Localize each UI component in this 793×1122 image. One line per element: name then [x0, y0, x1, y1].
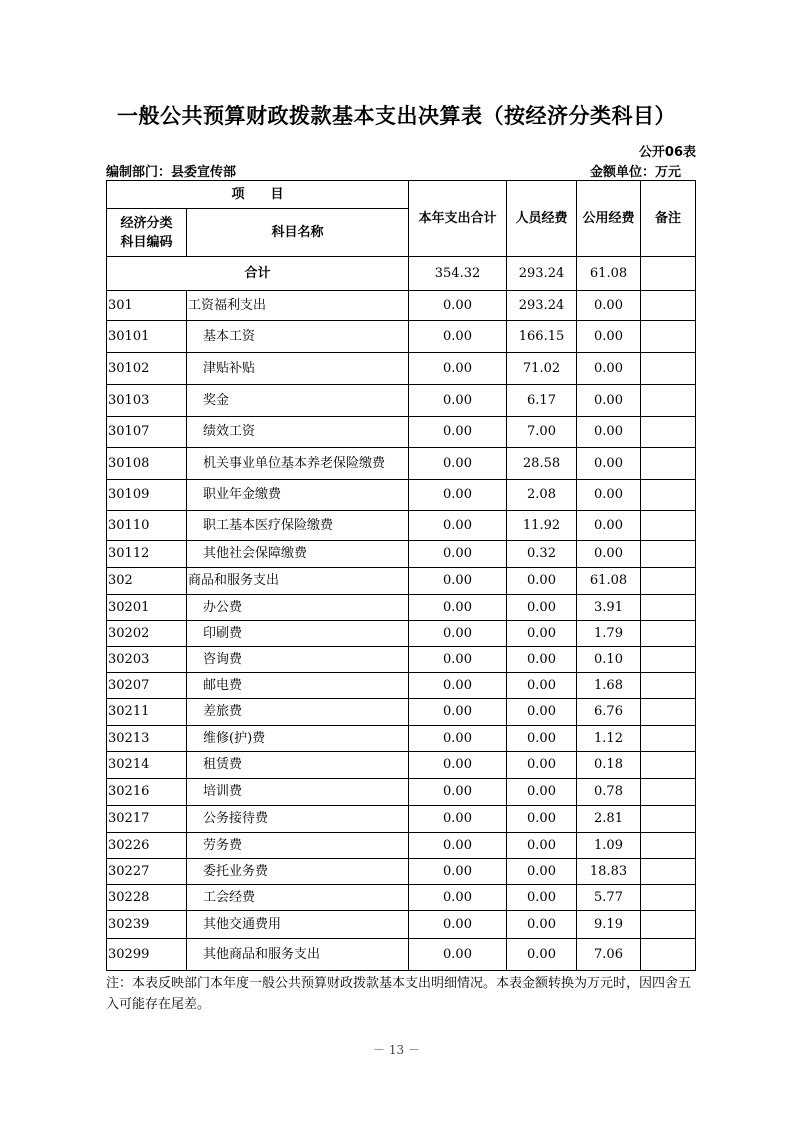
total-public: 61.08: [577, 257, 641, 291]
row-remark: [641, 859, 696, 885]
row-code: 30213: [107, 726, 187, 752]
row-code: 30103: [107, 385, 187, 417]
row-remark: [641, 885, 696, 911]
table-row: [107, 673, 696, 699]
row-code: 30228: [107, 885, 187, 911]
row-public: 0.00: [577, 480, 641, 511]
row-code: 30227: [107, 859, 187, 885]
row-code: 30102: [107, 353, 187, 385]
row-remark: [641, 568, 696, 595]
row-personnel: 0.00: [507, 833, 577, 859]
row-code: 30216: [107, 779, 187, 806]
row-total: 0.00: [409, 673, 507, 699]
table-row: [107, 321, 696, 353]
row-remark: [641, 353, 696, 385]
header-item: 项 目: [107, 181, 409, 209]
row-personnel: 6.17: [507, 385, 577, 417]
row-public: 18.83: [577, 859, 641, 885]
row-total: 0.00: [409, 353, 507, 385]
page-number: － 13 －: [373, 1043, 420, 1057]
row-name: 印刷费: [187, 621, 409, 647]
row-remark: [641, 647, 696, 673]
row-personnel: 0.00: [507, 595, 577, 621]
row-personnel: 0.00: [507, 752, 577, 779]
row-name: 公务接待费: [187, 806, 409, 833]
row-public: 0.00: [577, 353, 641, 385]
table-row: [107, 353, 696, 385]
row-name: 基本工资: [187, 321, 409, 353]
row-remark: [641, 939, 696, 971]
row-personnel: 71.02: [507, 353, 577, 385]
row-personnel: 2.08: [507, 480, 577, 511]
total-row: [107, 257, 696, 291]
row-name: 机关事业单位基本养老保险缴费: [187, 448, 409, 480]
row-personnel: 7.00: [507, 417, 577, 448]
row-public: 0.00: [577, 321, 641, 353]
row-remark: [641, 541, 696, 568]
row-total: 0.00: [409, 885, 507, 911]
row-remark: [641, 673, 696, 699]
row-total: 0.00: [409, 291, 507, 321]
row-name: 差旅费: [187, 699, 409, 726]
table-row: [107, 595, 696, 621]
table-row: [107, 385, 696, 417]
header-code: 经济分类 科目编码: [107, 209, 187, 257]
row-remark: [641, 321, 696, 353]
row-name: 奖金: [187, 385, 409, 417]
row-code: 30203: [107, 647, 187, 673]
row-total: 0.00: [409, 779, 507, 806]
row-public: 0.00: [577, 385, 641, 417]
row-code: 30110: [107, 511, 187, 541]
row-total: 0.00: [409, 752, 507, 779]
row-name: 租赁费: [187, 752, 409, 779]
row-remark: [641, 779, 696, 806]
header-public: 公用经费: [577, 181, 641, 257]
row-name: 邮电费: [187, 673, 409, 699]
row-personnel: 0.00: [507, 726, 577, 752]
table-row: [107, 417, 696, 448]
row-code: 30211: [107, 699, 187, 726]
total-personnel: 293.24: [507, 257, 577, 291]
row-personnel: 0.00: [507, 779, 577, 806]
row-personnel: 166.15: [507, 321, 577, 353]
table-row: [107, 859, 696, 885]
table-row: [107, 939, 696, 971]
total-label: 合计: [107, 257, 409, 291]
row-total: 0.00: [409, 541, 507, 568]
department-label: 编制部门：县委宣传部: [106, 165, 237, 180]
row-total: 0.00: [409, 806, 507, 833]
row-remark: [641, 752, 696, 779]
row-name: 工资福利支出: [187, 291, 409, 321]
row-personnel: 0.00: [507, 699, 577, 726]
row-total: 0.00: [409, 833, 507, 859]
row-code: 30299: [107, 939, 187, 971]
row-remark: [641, 595, 696, 621]
row-name: 工会经费: [187, 885, 409, 911]
table-row: [107, 752, 696, 779]
row-code: 30202: [107, 621, 187, 647]
row-code: 30107: [107, 417, 187, 448]
table-row: [107, 511, 696, 541]
row-name: 绩效工资: [187, 417, 409, 448]
row-name: 办公费: [187, 595, 409, 621]
row-code: 301: [107, 291, 187, 321]
row-name: 劳务费: [187, 833, 409, 859]
row-remark: [641, 291, 696, 321]
row-remark: [641, 621, 696, 647]
row-name: 委托业务费: [187, 859, 409, 885]
row-public: 9.19: [577, 911, 641, 939]
row-name: 职工基本医疗保险缴费: [187, 511, 409, 541]
row-total: 0.00: [409, 859, 507, 885]
table-row: [107, 291, 696, 321]
row-name: 其他社会保障缴费: [187, 541, 409, 568]
amount-unit-label: 金额单位：万元: [589, 165, 681, 180]
row-code: 302: [107, 568, 187, 595]
row-code: 30226: [107, 833, 187, 859]
table-row: [107, 911, 696, 939]
table-row: [107, 621, 696, 647]
header-personnel: 人员经费: [507, 181, 577, 257]
row-public: 7.06: [577, 939, 641, 971]
row-public: 3.91: [577, 595, 641, 621]
row-public: 1.09: [577, 833, 641, 859]
row-remark: [641, 911, 696, 939]
row-personnel: 0.00: [507, 939, 577, 971]
row-name: 其他交通费用: [187, 911, 409, 939]
row-name: 培训费: [187, 779, 409, 806]
row-personnel: 0.00: [507, 647, 577, 673]
row-total: 0.00: [409, 699, 507, 726]
row-remark: [641, 448, 696, 480]
table-row: [107, 806, 696, 833]
row-personnel: 0.00: [507, 673, 577, 699]
row-name: 维修(护)费: [187, 726, 409, 752]
row-personnel: 0.00: [507, 885, 577, 911]
row-public: 0.10: [577, 647, 641, 673]
row-personnel: 293.24: [507, 291, 577, 321]
table-row: [107, 448, 696, 480]
table-row: [107, 647, 696, 673]
row-personnel: 28.58: [507, 448, 577, 480]
row-code: 30108: [107, 448, 187, 480]
row-public: 5.77: [577, 885, 641, 911]
row-remark: [641, 726, 696, 752]
row-total: 0.00: [409, 621, 507, 647]
row-personnel: 0.32: [507, 541, 577, 568]
header-name: 科目名称: [187, 209, 409, 257]
expenditure-table: [106, 180, 696, 971]
row-total: 0.00: [409, 417, 507, 448]
row-remark: [641, 699, 696, 726]
table-row: [107, 779, 696, 806]
row-remark: [641, 385, 696, 417]
row-total: 0.00: [409, 647, 507, 673]
row-public: 0.00: [577, 417, 641, 448]
row-total: 0.00: [409, 511, 507, 541]
header-total: 本年支出合计: [409, 181, 507, 257]
row-public: 0.18: [577, 752, 641, 779]
table-row: [107, 726, 696, 752]
row-total: 0.00: [409, 595, 507, 621]
table-row: [107, 541, 696, 568]
row-remark: [641, 417, 696, 448]
row-public: 1.68: [577, 673, 641, 699]
row-code: 30201: [107, 595, 187, 621]
row-total: 0.00: [409, 480, 507, 511]
row-name: 其他商品和服务支出: [187, 939, 409, 971]
form-number: 公开06表: [638, 145, 696, 160]
table-row: [107, 568, 696, 595]
row-public: 6.76: [577, 699, 641, 726]
row-code: 30217: [107, 806, 187, 833]
footnote: 注：本表反映部门本年度一般公共预算财政拨款基本支出明细情况。本表金额转换为万元时，因四舍五入可能存在尾差。: [106, 976, 692, 1012]
table-row: [107, 480, 696, 511]
row-name: 津贴补贴: [187, 353, 409, 385]
row-total: 0.00: [409, 939, 507, 971]
row-code: 30239: [107, 911, 187, 939]
table-row: [107, 885, 696, 911]
row-total: 0.00: [409, 726, 507, 752]
row-personnel: 0.00: [507, 621, 577, 647]
row-remark: [641, 806, 696, 833]
row-code: 30112: [107, 541, 187, 568]
row-public: 0.00: [577, 291, 641, 321]
table-row: [107, 833, 696, 859]
row-code: 30101: [107, 321, 187, 353]
row-name: 商品和服务支出: [187, 568, 409, 595]
row-public: 2.81: [577, 806, 641, 833]
row-total: 0.00: [409, 448, 507, 480]
row-personnel: 0.00: [507, 859, 577, 885]
row-remark: [641, 480, 696, 511]
row-public: 0.00: [577, 541, 641, 568]
row-name: 咨询费: [187, 647, 409, 673]
row-public: 1.79: [577, 621, 641, 647]
row-total: 0.00: [409, 385, 507, 417]
row-personnel: 0.00: [507, 568, 577, 595]
header-remark: 备注: [641, 181, 696, 257]
row-public: 1.12: [577, 726, 641, 752]
row-public: 61.08: [577, 568, 641, 595]
table-row: [107, 699, 696, 726]
row-code: 30207: [107, 673, 187, 699]
row-code: 30214: [107, 752, 187, 779]
row-public: 0.00: [577, 511, 641, 541]
row-remark: [641, 833, 696, 859]
total-remark: [641, 257, 696, 291]
row-public: 0.00: [577, 448, 641, 480]
total-total: 354.32: [409, 257, 507, 291]
row-total: 0.00: [409, 911, 507, 939]
row-name: 职业年金缴费: [187, 480, 409, 511]
row-public: 0.78: [577, 779, 641, 806]
row-personnel: 11.92: [507, 511, 577, 541]
row-total: 0.00: [409, 568, 507, 595]
page-title: 一般公共预算财政拨款基本支出决算表（按经济分类科目）: [117, 104, 676, 128]
row-code: 30109: [107, 480, 187, 511]
row-personnel: 0.00: [507, 911, 577, 939]
row-personnel: 0.00: [507, 806, 577, 833]
row-total: 0.00: [409, 321, 507, 353]
row-remark: [641, 511, 696, 541]
